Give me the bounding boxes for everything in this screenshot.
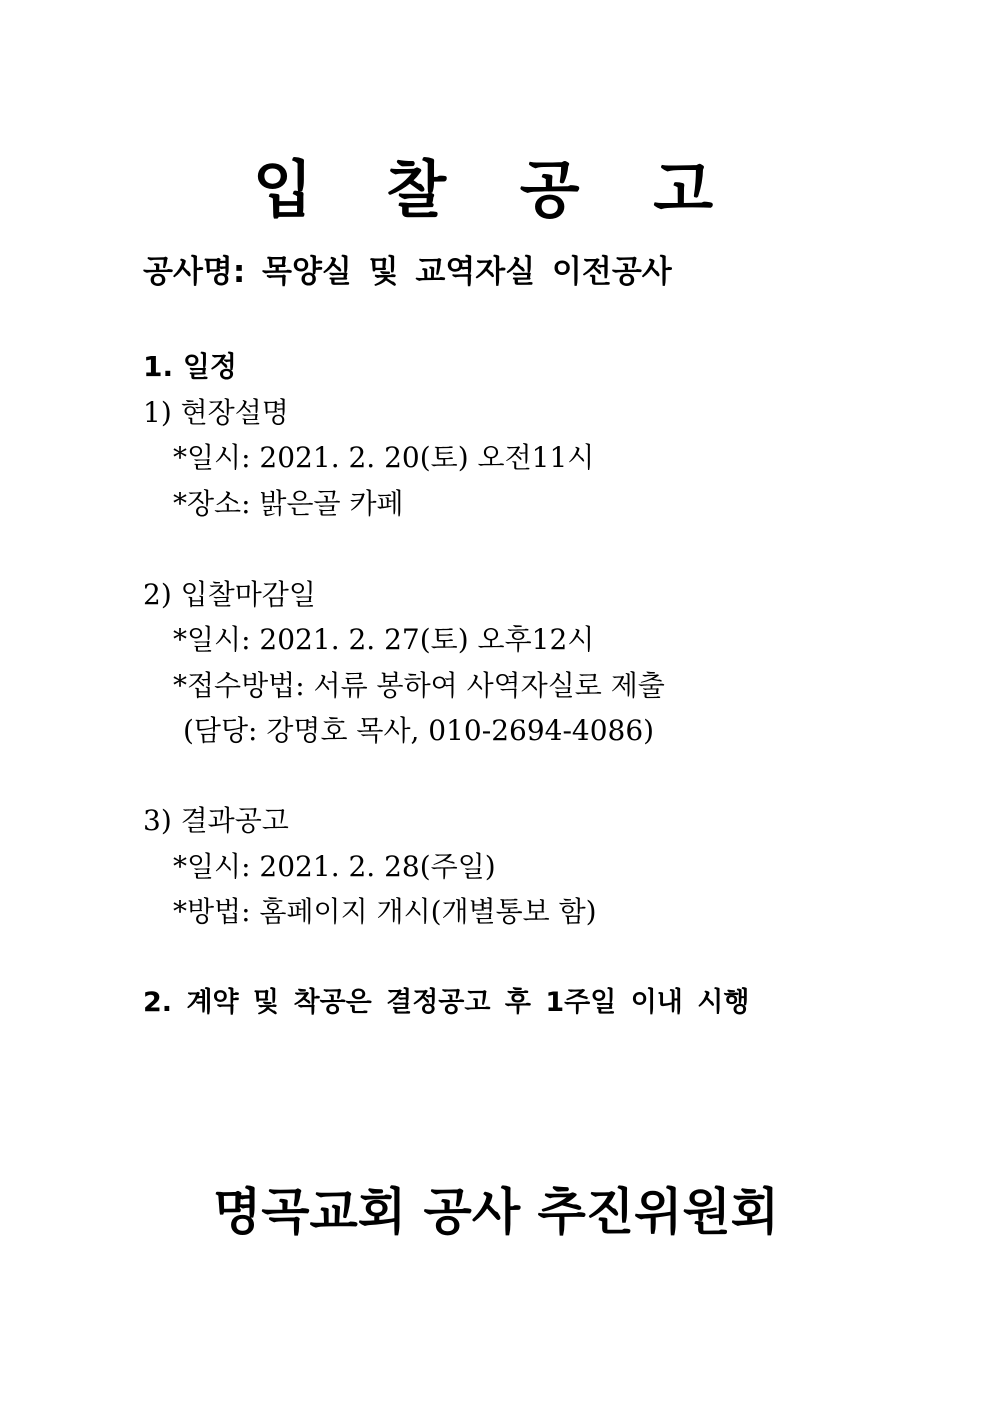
section-1-heading: 1. 일정 — [143, 350, 237, 383]
item-3-method: *방법: 홈페이지 개시(개별통보 함) — [173, 895, 597, 928]
item-2-contact: (담당: 강명호 목사, 010-2694-4086) — [183, 714, 655, 747]
item-3-label: 3) 결과공고 — [143, 804, 289, 837]
item-1-label: 1) 현장설명 — [143, 396, 289, 429]
project-name: 공사명: 목양실 및 교역자실 이전공사 — [143, 254, 672, 290]
item-2-datetime: *일시: 2021. 2. 27(토) 오후12시 — [173, 623, 595, 656]
item-3-datetime: *일시: 2021. 2. 28(주일) — [173, 850, 496, 883]
item-2-label: 2) 입찰마감일 — [143, 578, 316, 611]
item-2-method: *접수방법: 서류 봉하여 사역자실로 제출 — [173, 669, 665, 702]
issuer-name: 명곡교회 공사 추진위원회 — [212, 1183, 780, 1241]
item-1-location: *장소: 밝은골 카페 — [173, 487, 404, 520]
document-title: 입 찰 공 고 — [252, 153, 740, 226]
section-2-heading: 2. 계약 및 착공은 결정공고 후 1주일 이내 시행 — [143, 987, 750, 1018]
item-1-datetime: *일시: 2021. 2. 20(토) 오전11시 — [173, 441, 595, 474]
